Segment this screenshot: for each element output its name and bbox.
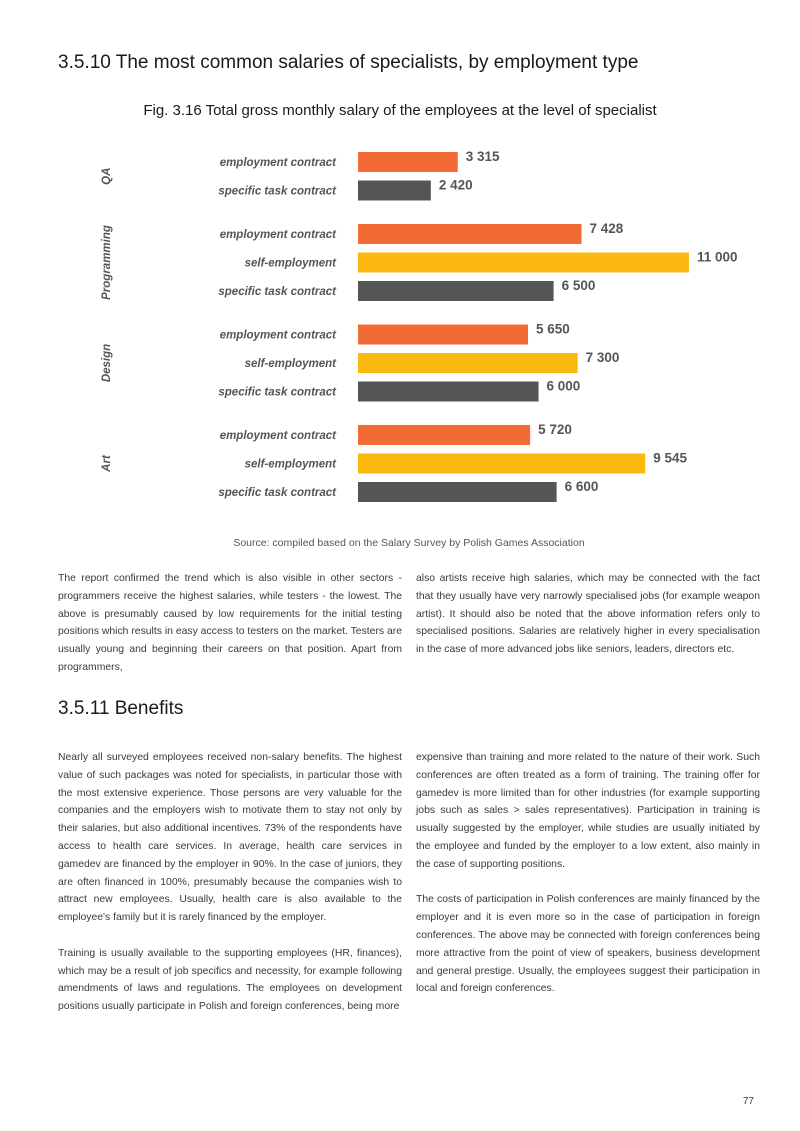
bar-category-label: employment contract <box>219 157 336 169</box>
bar <box>358 152 458 172</box>
bar-category-label: self-employment <box>244 458 336 471</box>
section2-column-left <box>58 749 402 1016</box>
bar <box>358 224 582 244</box>
section1-column-right <box>416 570 760 659</box>
bar-value-label: 6 600 <box>564 479 599 494</box>
figure-title: Fig. 3.16 Total gross monthly salary of the employees at the level of specialist <box>143 102 657 119</box>
paragraph: The costs of participation in Polish conferences are mainly financed by the employer and it is even more so in the case of participation in foreign conferences. The above may be connected with foreign conferences being more attractive from the point of view of speakers, business development and general prestige. Usually, the employees suggest their participation in local and foreign conferences. <box>416 894 760 995</box>
page-number: 77 <box>742 1096 754 1107</box>
group-label: Programming <box>101 225 113 300</box>
group-label: QA <box>101 167 113 185</box>
bar-category-label: employment contract <box>219 229 336 241</box>
bar <box>358 353 578 373</box>
bar-category-label: specific task contract <box>218 185 336 198</box>
bar <box>358 325 528 345</box>
bar-value-label: 5 720 <box>538 422 572 437</box>
paragraph: Nearly all surveyed employees received non-salary benefits. The highest value of such packages was noted for specialists, in particular those with the most extensive experience. Those persons are very valuable for the companies and the employers wish to motivate them to stay not only by their salaries, but also additional incentives. 73% of the respondents have access to health care services. In average, health care services in gamedev are financed by the employer in 90%. In the case of juniors, they are often financed in 100%, presumably because the companies wish to attract new employees. Usually, health care is also available to the employee's family but it is rarely financed by the employer. <box>58 752 402 924</box>
paragraph: also artists receive high salaries, which may be connected with the fact that they usually have very narrowly specialised jobs (for example weapon artist). It should also be noted that the above information refers only to specialised positions. Salaries are relatively higher in every specialisation in the case of more advanced jobs like seniors, leaders, directors etc. <box>416 573 760 656</box>
group-label: Art <box>101 455 113 472</box>
bar-value-label: 6 000 <box>546 378 581 394</box>
section1-column-left <box>58 570 402 677</box>
bar-category-label: specific task contract <box>218 286 336 298</box>
bar-category-label: specific task contract <box>218 487 336 499</box>
bar-value-label: 6 500 <box>561 278 596 293</box>
figure-source: Source: compiled based on the Salary Survey by Polish Games Association <box>233 537 585 549</box>
bar-category-label: employment contract <box>219 329 336 342</box>
bar-category-label: self-employment <box>244 358 336 370</box>
bar-category-label: employment contract <box>219 430 336 442</box>
bar <box>358 382 539 402</box>
bar-value-label: 11 000 <box>697 249 738 265</box>
bar <box>358 181 431 201</box>
section-heading-benefits: 3.5.11 Benefits <box>58 698 184 719</box>
bar-value-label: 5 650 <box>536 321 570 337</box>
bar-value-label: 9 545 <box>653 450 688 466</box>
paragraph: expensive than training and more related to the nature of their work. Such conferences are often treated as a form of training. The training offer for gamedev is more limited than for other industries (for example supporting jobs such as sales > sales representatives). Participation in training is usually suggested by the employer, while studies are usually initiated by the employee and funded by the employer to a low extent, also mainly in the case of supporting positions. <box>416 752 760 870</box>
bar <box>358 281 554 301</box>
bar <box>358 253 689 273</box>
bar-category-label: specific task contract <box>218 386 336 399</box>
paragraph: The report confirmed the trend which is also visible in other sectors - programmers receive the highest salaries, while testers - the lowest. The above is presumably caused by low requirements for the initial testing positions which results in easy access to testers on the market. Testers are usually young and beginning their careers on that position. Apart from programmers, <box>58 573 403 673</box>
bar-value-label: 3 315 <box>465 149 500 164</box>
bar-value-label: 2 420 <box>438 177 473 193</box>
section-heading-salaries: 3.5.10 The most common salaries of specialists, by employment type <box>58 52 639 73</box>
section2-column-right <box>416 749 760 998</box>
bar-value-label: 7 428 <box>589 221 624 236</box>
bar-value-label: 7 300 <box>585 350 620 365</box>
bar <box>358 425 530 445</box>
salary-bar-chart <box>0 140 800 520</box>
bar <box>358 454 645 474</box>
group-label: Design <box>101 343 113 383</box>
paragraph: Training is usually available to the supporting employees (HR, finances), which may be a result of job specifics and necessity, for example following amendments of laws and regulations. The employees on development positions usually participate in Polish and foreign conferences, being more <box>58 947 402 1013</box>
bar <box>358 482 557 502</box>
bar-category-label: self-employment <box>244 257 336 270</box>
